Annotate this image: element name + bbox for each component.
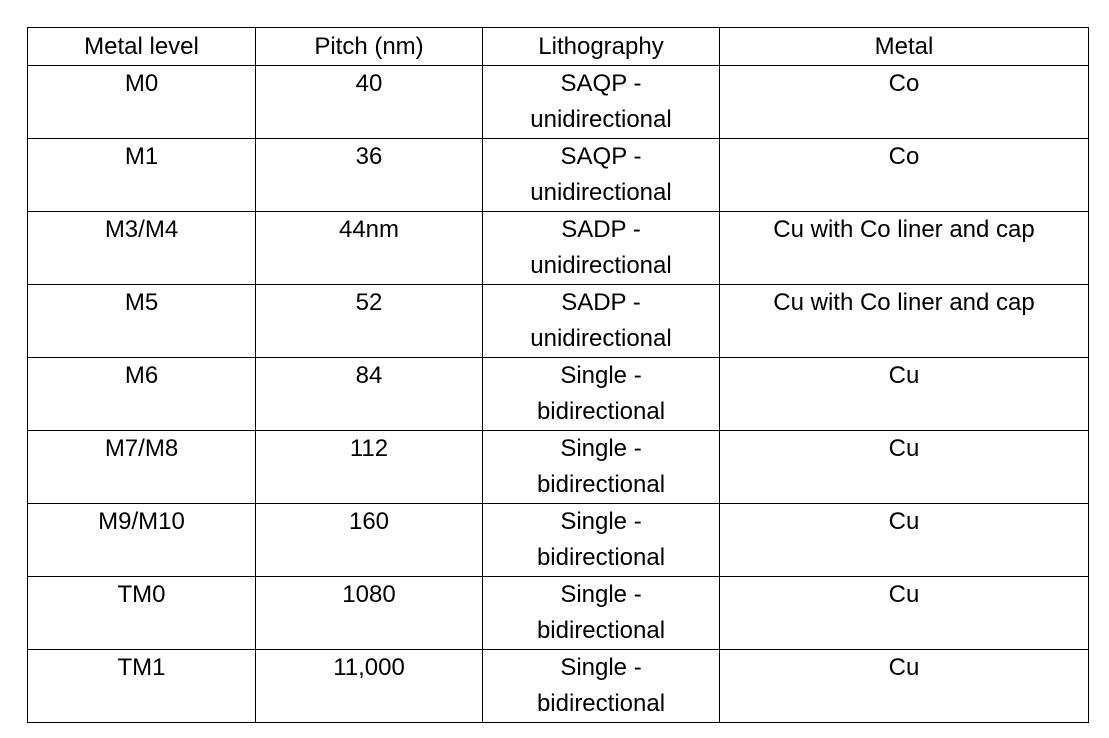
cell-metal-level: M3/M4 [28,212,256,285]
table-row [28,431,1089,504]
cell-metal-level: M9/M10 [28,504,256,577]
table-body [28,66,1089,723]
table-row [28,358,1089,431]
cell-lithography: SADP - unidirectional [483,212,720,285]
table-row [28,504,1089,577]
table-row [28,577,1089,650]
cell-lithography: Single - bidirectional [483,650,720,723]
cell-pitch: 112 [256,431,483,504]
cell-metal-level: TM1 [28,650,256,723]
cell-metal-level: M7/M8 [28,431,256,504]
header-row [28,28,1089,66]
cell-metal: Cu with Co liner and cap [720,285,1089,358]
cell-metal: Cu [720,577,1089,650]
cell-lithography: Single - bidirectional [483,358,720,431]
cell-pitch: 44nm [256,212,483,285]
table-row [28,66,1089,139]
cell-metal: Cu [720,504,1089,577]
cell-metal-level: M1 [28,139,256,212]
cell-lithography: SAQP - unidirectional [483,139,720,212]
cell-metal: Cu [720,431,1089,504]
cell-lithography: SAQP - unidirectional [483,66,720,139]
table-header [28,28,1089,66]
cell-metal: Co [720,139,1089,212]
table-row [28,285,1089,358]
cell-metal: Cu with Co liner and cap [720,212,1089,285]
table-row [28,212,1089,285]
cell-metal: Cu [720,650,1089,723]
cell-metal: Cu [720,358,1089,431]
header-pitch: Pitch (nm) [256,28,483,66]
cell-metal-level: TM0 [28,577,256,650]
cell-metal: Co [720,66,1089,139]
cell-metal-level: M6 [28,358,256,431]
table-row [28,139,1089,212]
header-metal-level: Metal level [28,28,256,66]
table-row [28,650,1089,723]
metal-stack-table [27,27,1089,723]
cell-pitch: 1080 [256,577,483,650]
cell-pitch: 160 [256,504,483,577]
cell-lithography: Single - bidirectional [483,577,720,650]
header-lithography: Lithography [483,28,720,66]
cell-pitch: 52 [256,285,483,358]
cell-lithography: SADP - unidirectional [483,285,720,358]
cell-lithography: Single - bidirectional [483,431,720,504]
cell-pitch: 11,000 [256,650,483,723]
cell-metal-level: M0 [28,66,256,139]
header-metal: Metal [720,28,1089,66]
cell-pitch: 84 [256,358,483,431]
cell-pitch: 36 [256,139,483,212]
cell-pitch: 40 [256,66,483,139]
cell-metal-level: M5 [28,285,256,358]
cell-lithography: Single - bidirectional [483,504,720,577]
